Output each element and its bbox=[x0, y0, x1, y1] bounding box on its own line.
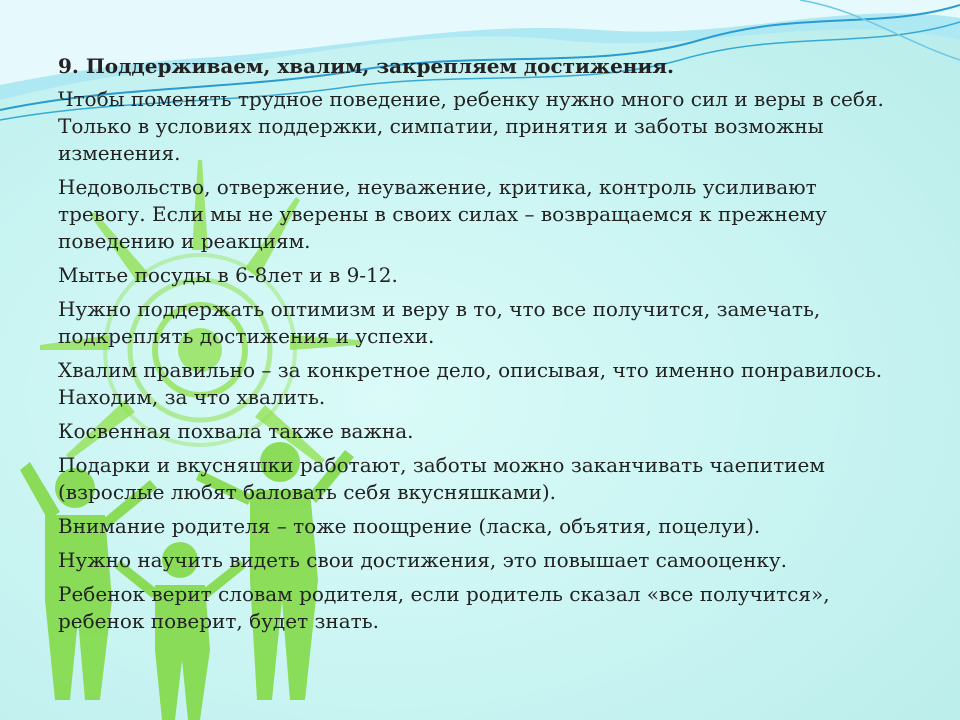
paragraph-3: Мытье посуды в 6-8лет и в 9-12. bbox=[58, 263, 398, 287]
paragraph-8: Внимание родителя – тоже поощрение (ласка, объятия, поцелуи). bbox=[58, 514, 761, 538]
paragraph-5: Хвалим правильно – за конкретное дело, описывая, что именно понравилось. Находим, за что хвалить. bbox=[58, 358, 883, 409]
paragraph-10: Ребенок верит словам родителя, если родитель сказал «все получится», ребенок поверит, будет знать. bbox=[58, 582, 830, 633]
paragraph-9: Нужно научить видеть свои достижения, это повышает самооценку. bbox=[58, 548, 788, 572]
slide-content bbox=[58, 52, 908, 642]
paragraph-7: Подарки и вкусняшки работают, заботы можно заканчивать чаепитием (взрослые любят баловать себя вкусняшками). bbox=[58, 453, 825, 504]
paragraph-2: Недовольство, отвержение, неуважение, критика, контроль усиливают тревогу. Если мы не уверены в своих силах – возвращаемся к прежнему поведению и реакциям. bbox=[58, 175, 827, 253]
slide-title: 9. Поддерживаем, хвалим, закрепляем достижения. bbox=[58, 54, 675, 78]
paragraph-1: Чтобы поменять трудное поведение, ребенку нужно много сил и веры в себя. Только в условиях поддержки, симпатии, принятия и заботы возможны изменения. bbox=[58, 87, 884, 165]
paragraph-6: Косвенная похвала также важна. bbox=[58, 419, 414, 443]
paragraph-4: Нужно поддержать оптимизм и веру в то, что все получится, замечать, подкреплять достижения и успехи. bbox=[58, 297, 821, 348]
